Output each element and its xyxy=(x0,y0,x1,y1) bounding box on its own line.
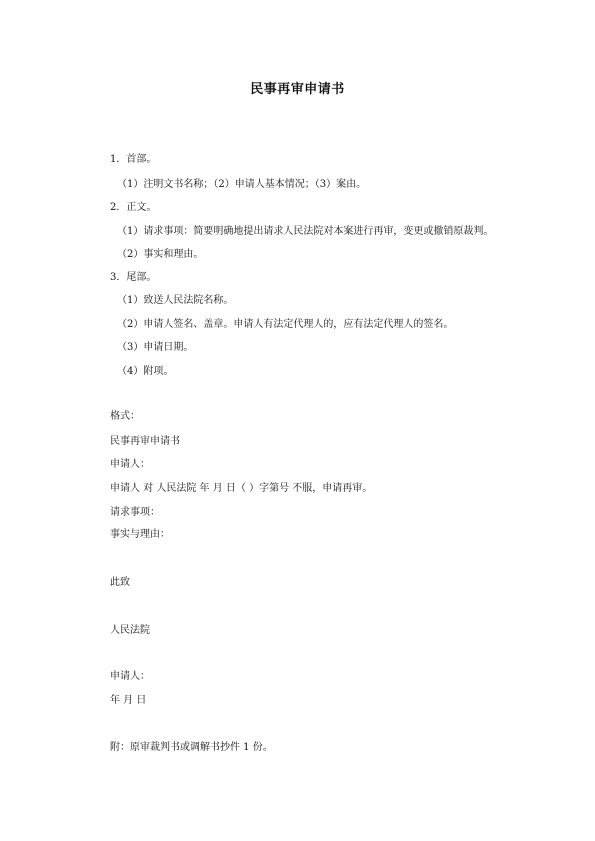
format-sign: 申请人： xyxy=(110,671,150,682)
format-doc-name: 民事再审申请书 xyxy=(110,436,180,447)
format-attachment: 附：原审裁判书或调解书抄件 1 份。 xyxy=(110,742,273,753)
section-item: （1）致送人民法院名称。 xyxy=(117,295,234,306)
section-item: （1）请求事项：简要明确地提出请求人民法院对本案进行再审，变更或撤销原裁判。 xyxy=(117,226,494,237)
section-item: （2）事实和理由。 xyxy=(117,249,204,260)
format-applicant: 申请人： xyxy=(110,459,150,470)
section-heading: 3．尾部。 xyxy=(110,272,157,283)
format-to: 此致 xyxy=(110,577,130,588)
section-heading: 2．正文。 xyxy=(110,202,157,213)
document-title: 民事再审申请书 xyxy=(250,82,345,97)
format-date: 年 月 日 xyxy=(110,695,147,706)
section-item: （1）注明文书名称；（2）申请人基本情况；（3）案由。 xyxy=(117,179,367,190)
format-court: 人民法院 xyxy=(110,625,150,636)
format-request: 请求事项： xyxy=(110,507,160,518)
format-label: 格式： xyxy=(110,411,140,422)
section-item: （4）附项。 xyxy=(117,366,174,377)
section-item: （2）申请人签名、盖章。申请人有法定代理人的，应有法定代理人的签名。 xyxy=(117,319,454,330)
section-heading: 1．首部。 xyxy=(110,154,157,165)
format-facts: 事实与理由： xyxy=(110,529,170,540)
format-statement: 申请人 对 人民法院 年 月 日（ ）字第号 不服，申请再审。 xyxy=(110,483,373,494)
section-item: （3）申请日期。 xyxy=(117,342,194,353)
